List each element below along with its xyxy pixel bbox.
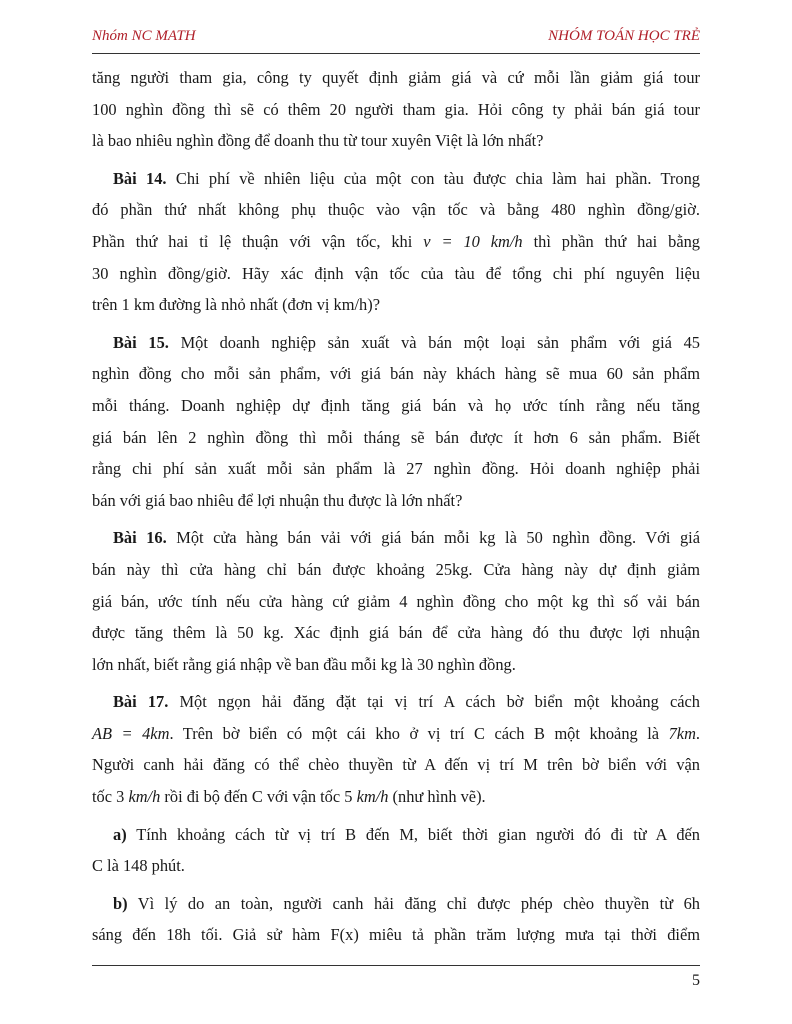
text-line: lớn nhất, biết rằng giá nhập về ban đầu mỗi kg là 30 nghìn đồng.	[92, 654, 516, 674]
problem-14-text: Chi phí về nhiên liệu của một con tàu được chia làm hai phần. Trong	[175, 168, 700, 188]
subquestion-b-label: b)	[113, 893, 128, 913]
problem-16-line	[92, 522, 700, 554]
problem-14-line	[92, 163, 700, 195]
text-line: đó phần thứ nhất không phụ thuộc vào vận tốc và bằng 480 nghìn đồng/giờ.	[92, 200, 700, 220]
math-expression: km/h	[128, 787, 161, 807]
math-expression: 7km	[668, 723, 696, 743]
text-line: bán với giá bao nhiêu để lợi nhuận thu được là lớn nhất?	[92, 490, 463, 510]
text-line: nghìn đồng cho mỗi sản phẩm, với giá bán này khách hàng sẽ mua 60 sản phẩm	[92, 364, 700, 384]
problem-15-line	[92, 327, 700, 359]
problem-16-text: Một cửa hàng bán vải với giá bán mỗi kg là 50 nghìn đồng. Với giá	[176, 528, 700, 548]
page-header	[92, 28, 700, 52]
text-line: trên 1 km đường là nhỏ nhất (đơn vị km/h)?	[92, 295, 380, 315]
page-content	[92, 62, 700, 951]
text-line: tốc 3 km/h rồi đi bộ đến C với vận tốc 5 km/h (như hình vẽ).	[92, 787, 486, 807]
text-line: rằng chi phí sản xuất mỗi sản phẩm là 27 nghìn đồng. Hỏi doanh nghiệp phải	[92, 459, 700, 479]
text-line: C là 148 phút.	[92, 856, 185, 876]
problem-17-label: Bài 17.	[113, 692, 169, 712]
header-divider	[92, 53, 700, 54]
subquestion-a-label: a)	[113, 824, 127, 844]
math-expression: v = 10 km/h	[423, 231, 523, 251]
text-line: Phần thứ hai tỉ lệ thuận với vận tốc, khi v = 10 km/h thì phần thứ hai bằng	[92, 231, 700, 251]
text-line: giá bán, ước tính nếu cửa hàng cứ giảm 4 nghìn đồng cho một kg thì số vải bán	[92, 591, 700, 611]
math-expression: AB = 4km	[92, 723, 170, 743]
page-number: 5	[692, 972, 700, 989]
problem-17-text: Một ngọn hải đăng đặt tại vị trí A cách bờ biển một khoảng cách	[179, 692, 700, 712]
problem-15-label: Bài 15.	[113, 332, 169, 352]
subquestion-a-line	[92, 819, 700, 851]
math-expression: km/h	[356, 787, 389, 807]
text-line: AB = 4km. Trên bờ biển có một cái kho ở vị trí C cách B một khoảng là 7km.	[92, 723, 701, 743]
footer-divider	[92, 965, 700, 966]
subquestion-b-line	[92, 888, 700, 920]
text-line: tăng người tham gia, công ty quyết định giảm giá và cứ mỗi lần giảm giá tour	[92, 68, 700, 87]
text-line: sáng đến 18h tối. Giả sử hàm F(x) miêu tả phần trăm lượng mưa tại thời điểm	[92, 925, 700, 945]
problem-15-text: Một doanh nghiệp sản xuất và bán một loại sản phẩm với giá 45	[180, 332, 700, 352]
text-line: Người canh hải đăng có thể chèo thuyền từ A đến vị trí M trên bờ biển với vận	[92, 755, 700, 775]
text-line: 30 nghìn đồng/giờ. Hãy xác định vận tốc của tàu để tổng chi phí nguyên liệu	[92, 263, 700, 283]
text-line: 100 nghìn đồng thì sẽ có thêm 20 người tham gia. Hỏi công ty phải bán giá tour	[92, 99, 700, 119]
subquestion-b-text: Vì lý do an toàn, người canh hải đăng chỉ được phép chèo thuyền từ 6h	[137, 893, 700, 913]
text-line: là bao nhiêu nghìn đồng để doanh thu từ tour xuyên Việt là lớn nhất?	[92, 131, 544, 151]
problem-16-label: Bài 16.	[113, 528, 167, 548]
problem-17-line	[92, 686, 700, 718]
header-group-name: Nhóm NC MATH	[92, 28, 196, 44]
text-line: mỗi tháng. Doanh nghiệp dự định tăng giá bán và họ ước tính rằng nếu tăng	[92, 395, 700, 415]
problem-14-label: Bài 14.	[113, 168, 167, 188]
text-line: được tăng thêm là 50 kg. Xác định giá bán để cửa hàng đó thu được lợi nhuận	[92, 623, 700, 643]
header-title: NHÓM TOÁN HỌC TRẺ	[548, 28, 700, 44]
text-line: bán này thì cửa hàng chỉ bán được khoảng 25kg. Cửa hàng này dự định giảm	[92, 559, 700, 579]
subquestion-a-text: Tính khoảng cách từ vị trí B đến M, biết thời gian người đó đi từ A đến	[136, 824, 700, 844]
text-line: giá bán lên 2 nghìn đồng thì mỗi tháng sẽ bán được ít hơn 6 sản phẩm. Biết	[92, 427, 700, 447]
